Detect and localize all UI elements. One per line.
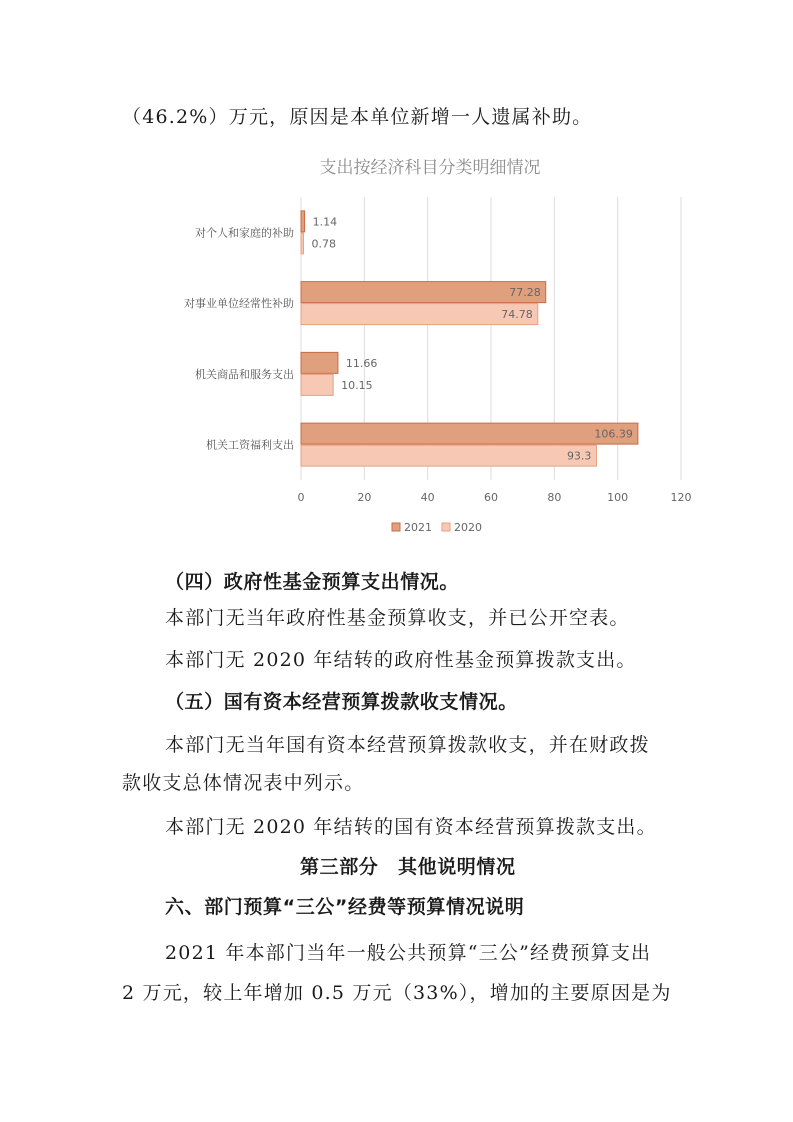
data-label: 1.14 <box>312 215 338 229</box>
paragraph-line: （46.2%）万元，原因是本单位新增一人遗属补助。 <box>122 106 593 128</box>
bar-2020 <box>301 445 596 466</box>
paragraph-line: 本部门无 2020 年结转的国有资本经营预算拨款支出。 <box>165 816 657 838</box>
data-label: 0.78 <box>311 237 336 251</box>
x-tick-label: 0 <box>297 491 305 504</box>
bar-2021 <box>301 423 638 444</box>
x-tick-label: 60 <box>484 491 498 504</box>
paragraph-line: 款收支总体情况表中列示。 <box>122 772 365 794</box>
paragraph-line: 本部门无 2020 年结转的政府性基金预算拨款支出。 <box>165 649 637 671</box>
x-tick-label: 120 <box>670 491 692 504</box>
bar-2021 <box>301 352 338 373</box>
chart-title: 支出按经济科目分类明细情况 <box>319 158 541 178</box>
bar-2020 <box>301 374 333 395</box>
paragraph-line: 2021 年本部门当年一般公共预算“三公”经费预算支出 <box>165 942 652 964</box>
x-tick-label: 100 <box>607 491 629 504</box>
x-axis-ticks <box>298 491 692 504</box>
paragraph-line: 本部门无当年政府性基金预算收支，并已公开空表。 <box>165 607 630 629</box>
expense-bar-chart <box>170 150 710 545</box>
category-label: 机关工资福利支出 <box>206 438 294 452</box>
category-labels <box>184 225 294 451</box>
chart-bars <box>301 211 638 466</box>
legend-swatch <box>442 523 450 531</box>
data-label: 77.28 <box>509 286 541 300</box>
category-label: 对个人和家庭的补助 <box>195 226 294 240</box>
x-tick-label: 20 <box>357 491 372 504</box>
data-label: 106.39 <box>594 427 633 441</box>
chart-legend <box>392 521 482 534</box>
bar-2021 <box>301 211 305 232</box>
data-label: 10.15 <box>341 378 373 392</box>
legend-swatch <box>392 523 400 531</box>
x-tick-label: 40 <box>420 491 435 504</box>
category-label: 机关商品和服务支出 <box>195 367 294 381</box>
part-title: 第三部分 其他说明情况 <box>300 856 516 878</box>
legend-label: 2020 <box>454 521 482 534</box>
legend-label: 2021 <box>404 521 432 534</box>
data-label: 74.78 <box>501 308 533 322</box>
data-label: 93.3 <box>566 449 592 463</box>
section-heading-5: （五）国有资本经营预算拨款收支情况。 <box>165 691 518 713</box>
paragraph-line: 本部门无当年国有资本经营预算拨款收支，并在财政拨 <box>165 734 650 756</box>
data-label: 11.66 <box>345 356 378 370</box>
paragraph-line: 2 万元，较上年增加 0.5 万元（33%），增加的主要原因是为 <box>122 982 672 1004</box>
section-heading-6: 六、部门预算“三公”经费等预算情况说明 <box>165 896 525 918</box>
section-heading-4: （四）政府性基金预算支出情况。 <box>165 571 460 593</box>
category-label: 对事业单位经常性补助 <box>184 297 294 311</box>
x-tick-label: 80 <box>547 491 562 504</box>
bar-2020 <box>301 233 303 254</box>
